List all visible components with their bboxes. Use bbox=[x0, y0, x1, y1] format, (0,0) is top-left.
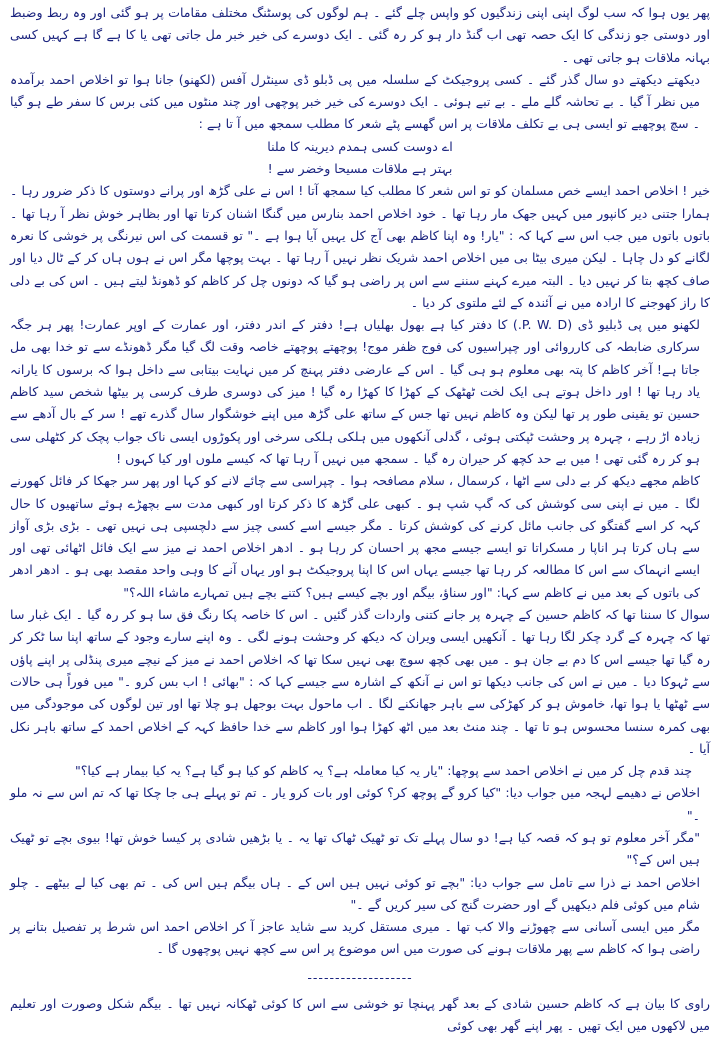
paragraph-3: خیر ! اخلاص احمد ایسے خص مسلمان کو تو اس شعر کا مطلب کیا سمجھ آتا ! اس نے علی گڑھ اور پرانے دوستوں کا ذکر ضرور رہا ۔ ہمارا جتنی دیر کانپور میں کہیں جھک مار رہا تھا ۔ خود اخلاص احمد بنارس میں گنگا اشنان کرتا تھا اور بظاہر خوش نظر آ رہا تھا ۔ باتوں باتوں میں جب اس سے کہا کہ : "یار! وہ اپنا کاظم بھی آج کل یہیں آیا ہوا ہے ۔" تو قسمت کی اس نیرنگی پر خوشی کا نعرہ لگانے کو دل چاہا ۔ لیکن میری بیٹا بی میں اخلاص احمد شریک نظر نہیں آ رہا تھا ۔ بہت پوچھا مگر اس نے ہوں ہاں کر کے ٹال دیا اور صاف کچھ بتا کر نہیں دیا ۔ البتہ میرے کہنے سننے سے اس پر راضی ہو گیا کہ دونوں چل کر کاظم کو ڈھونڈ لیتے ہیں ۔ اس کی بے دلی کا راز کھوجنے کا ارادہ میں نے آئندہ کے لئے ملتوی کر دیا ۔ bbox=[10, 183, 710, 310]
paragraph-6: سوال کا سننا تھا کہ کاظم حسین کے چہرہ پر جانے کتنی واردات گذر گئیں ۔ اس کا خاصہ پکا رنگ فق سا ہو کر رہ گیا ۔ ایک غبار سا تھا کہ چہرہ کے گرد چکر لگا رہا تھا ۔ آنکھیں ایسی ویران کہ دیکھ کر وحشت ہونے لگی ۔ وہ اپنے سارے وجود کے ساتھ اپنا سا ٹکر کر رہ گیا تھا جیسے اس کا دم بے جان ہو ۔ میں بھی کچھ سوچ بھی نہیں سکا تھا کہ اخلاص احمد نے میز کے نیچے میری پنڈلی پر اپنے پاؤں سے ٹہوکا دیا ۔ میں نے اس کی جانب دیکھا تو اس نے آنکھ کے اشارہ سے جیسے کہا کہ : "بھائی ! اب بس کرو ۔" میں فوراً ہی حالات سے ٹھٹھا یا ہوا تھا، خاموش ہو کر کھڑکی سے باہر جھانکنے لگا ۔ اب ماحول بہت بوجھل ہو چلا تھا اور تین لوگوں کی موجودگی میں بھی کمرہ سنسا محسوس ہو تا تھا ۔ چند منٹ بعد میں اٹھ کھڑا ہوا اور کاظم سے خدا حافظ کہہ کے اخلاص احمد کے ساتھ باہر نکل آیا ۔ bbox=[10, 607, 710, 756]
section-separator: ------------------- bbox=[307, 969, 413, 985]
paragraph-7: مگر میں ایسی آسانی سے چھوڑنے والا کب تھا ۔ میری مستقل کرید سے شاید عاجز آ کر اخلاص احمد اس شرط پر تفصیل بتانے پر راضی ہوا کہ کاظم سے پھر ملاقات ہونے کی صورت میں اس موضوع پر اس سے کچھ نہیں پوچھوں گا ۔ bbox=[10, 919, 700, 957]
dialogue-4: اخلاص احمد نے ذرا سے تامل سے جواب دیا: "بچے تو کوئی نہیں ہیں اس کے ۔ ہاں بیگم ہیں اس کی ۔ تم بھی کیا لے بیٹھے ۔ چلو شام میں کوئی فلم دیکھیں گے اور حضرت گنج کی سیر کریں گے ۔" bbox=[10, 874, 700, 912]
dialogue-2: اخلاص نے دھیمے لہجہ میں جواب دیا: "کیا کرو گے پوچھ کر؟ کوئی اور بات کرو یار ۔ تم تو پہلے ہی جا چکا تھا کہ تم اس سے نہ ملو ۔" bbox=[10, 785, 700, 823]
paragraph-4: لکھنو میں پی ڈبلیو ڈی (P. W. D.) کا دفتر کیا ہے بھول بھلیاں ہے! دفتر کے اندر دفتر، اور عمارت کے اوپر عمارت! پھر ہر جگہ سرکاری ضابطہ کی کارروائی اور چپراسیوں کی فوج ظفر موج! پوچھتے پوچھتے خاصہ وقت لگ گیا مگر ڈھونڈے سے تو خدا بھی مل جاتا ہے! آخر کاظم کا پتہ بھی معلوم ہو ہی گیا ۔ اس کے عارضی دفتر پہنچ کر میں نہایت بیتابی سے داخل ہوا کہ برسوں کا یارانہ یاد رہا تھا ! اور داخل ہوتے ہی ایک لخت ٹھٹھک کے کھڑا کا کھڑا رہ گیا ! میز کی دوسری طرف کرسی پر بیٹھا شخص سید کاظم حسین تو یقینی طور پر تھا لیکن وہ کاظم نہیں تھا جس کے ساتھ علی گڑھ میں اپنے خوشگوار سال گذرے تھے ! سر کے بال آدھے سے زیادہ اڑ رہے ، چہرہ پر وحشت ٹپکتی ہوئی ، گدلی آنکھوں میں ہلکی ہلکی سرخی اور پکوڑوں ایسی ناک جواب پچک کر کٹھلی سی ہو کر رہ گئی تھی ! میں بے حد کچھ کر حیران رہ گیا ۔ سمجھ میں نہیں آ رہا تھا کہ کیسے ملوں اور کیا کہوں ! bbox=[10, 317, 700, 466]
document-page bbox=[10, 2, 710, 1034]
dialogue-1: چند قدم چل کر میں نے اخلاص احمد سے پوچھا: "یار یہ کیا معاملہ ہے؟ یہ کاظم کو کیا ہو گیا ہے؟ یہ کیا بیمار ہے کیا؟" bbox=[74, 763, 692, 779]
paragraph-8: راوی کا بیان ہے کہ کاظم حسین شادی کے بعد گھر پہنچا تو خوشی سے اس کا کوئی ٹھکانہ نہیں تھا ۔ بیگم شکل وصورت اور تعلیم میں لاکھوں میں ایک تھیں ۔ پھر اپنے گھر بھی کوئی bbox=[10, 996, 710, 1034]
verse-line-2: بہتر ہے ملاقات مسیحا وخضر سے ! bbox=[267, 161, 453, 177]
paragraph-1: پھر یوں ہوا کہ سب لوگ اپنی اپنی زندگیوں کو واپس چلے گئے ۔ ہم لوگوں کی پوسٹنگ مختلف مقامات پر ہو گئی اور وہ ربط وضبط اور دوستی جو زندگی کا ایک حصہ تھی اب گنڈ دار ہو کر رہ گئی ۔ ایک دوسرے کی خیر خبر مل جاتی تھی یا کا ہے گا ہے کہیں کسی بہانہ ملاقات ہو جاتی تھی ۔ bbox=[10, 5, 710, 65]
paragraph-2: دیکھتے دیکھتے دو سال گذر گئے ۔ کسی پروجیکٹ کے سلسلہ میں پی ڈبلو ڈی سینٹرل آفس (لکھنو) جانا ہوا تو اخلاص احمد برآمدہ میں نظر آ گیا ۔ بے تحاشہ گلے ملے ۔ بے تبے ہوئی ۔ ایک دوسرے کی خیر خبر پوچھی اور چند منٹوں میں کئی برس کا سفر طے ہو گیا ۔ سچ پوچھیے تو ایسی ہی بے تکلف ملاقات پر اس گھسے پٹے شعر کا مطلب سمجھ میں آ تا ہے : bbox=[10, 71, 700, 132]
verse-line-1: اے دوست کسی ہمدم دیرینہ کا ملنا bbox=[267, 138, 453, 154]
paragraph-5: کاظم مجھے دیکھ کر بے دلی سے اٹھا ، کرسمال ، سلام مصافحہ ہوا ۔ چپراسی سے چائے لانے کو کہا اور پھر سر جھکا کر فائل کھورنے لگا ۔ میں نے اپنی سی کوشش کی کہ گپ شپ ہو ۔ کبھی علی گڑھ کا ذکر کرتا اور کبھی مدت سے بچھڑے ہوئے ساتھیوں کا حال کہہ کر اسے گفتگو کی جانب مائل کرنے کی کوشش کرتا ۔ مگر جیسے اسے کسی چیز سے دلچسپی ہی نہیں تھی ۔ بڑی بڑی آواز سے ہاں کرتا ہر اناپا ر مسکراتا تو ایسے جیسے مجھ پر احسان کر رہا ہو ۔ ادھر اخلاص احمد نے میز سے ایک فائل اٹھائی تھی اور ایسے انہماک سے اس کا مطالعہ کر رہا تھا جیسے یہاں اس کا اپنا پروجیکٹ ہو اور یہاں آنے کا وہی واحد مقصد بھی ہو ۔ ادھر ادھر کی باتوں کے بعد میں نے کاظم سے کہا: "اور سناؤ، بیگم اور بچے کیسے ہیں؟ کتنے بچے ہیں تمہارے ماشاء اللہ؟" bbox=[10, 473, 700, 600]
dialogue-3: "مگر آخر معلوم تو ہو کہ قصہ کیا ہے! دو سال پہلے تک تو ٹھیک ٹھاک تھا یہ ۔ یا بڑھیں شادی پر کیسا خوش تھا! بیوی بچے تو ٹھیک ہیں اس کے؟" bbox=[10, 829, 700, 868]
